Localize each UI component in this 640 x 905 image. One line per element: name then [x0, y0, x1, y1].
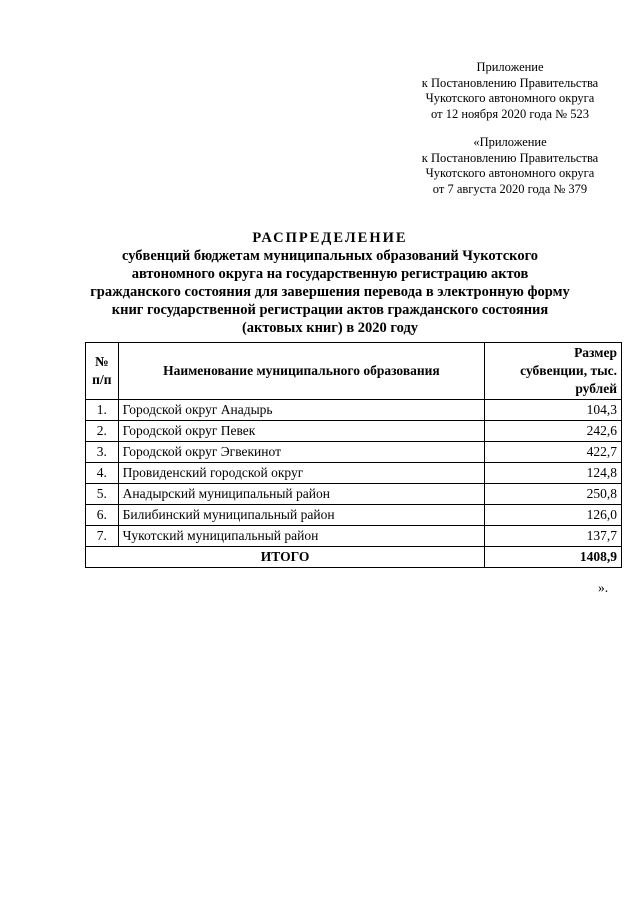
appendix-line: Чукотского автономного округа [425, 91, 595, 105]
header-amount-line: рублей [575, 381, 617, 396]
table-row [86, 421, 622, 442]
row-amount: 104,3 [485, 400, 622, 421]
header-number-sign: № [95, 354, 109, 369]
row-number: 6. [86, 505, 119, 526]
title-line: (актовых книг) в 2020 году [241, 320, 419, 336]
row-amount: 137,7 [485, 526, 622, 547]
header-municipality: Наименование муниципального образования [118, 343, 485, 400]
appendix-reference-previous [380, 135, 640, 197]
appendix-line: Приложение [476, 60, 544, 74]
table-total-row [86, 547, 622, 568]
row-amount: 250,8 [485, 484, 622, 505]
table-row [86, 484, 622, 505]
row-number: 1. [86, 400, 119, 421]
row-number: 2. [86, 421, 119, 442]
row-amount: 124,8 [485, 463, 622, 484]
row-number: 3. [86, 442, 119, 463]
appendix-line: к Постановлению Правительства [421, 75, 599, 90]
header-amount [485, 343, 622, 400]
title-line: книг государственной регистрации актов гражданского состояния [111, 302, 549, 318]
header-amount-line: субвенции, тыс. [520, 363, 617, 378]
row-amount: 126,0 [485, 505, 622, 526]
row-number: 7. [86, 526, 119, 547]
row-number: 5. [86, 484, 119, 505]
row-number: 4. [86, 463, 119, 484]
title-line: гражданского состояния для завершения перевода в электронную форму [90, 284, 570, 300]
row-municipality: Провиденский городской округ [118, 463, 485, 484]
total-label: ИТОГО [86, 547, 485, 568]
appendix-date-line: от 12 ноября 2020 года № 523 [431, 106, 589, 121]
row-municipality: Городской округ Эгвекинот [118, 442, 485, 463]
title-line: субвенций бюджетам муниципальных образований Чукотского [121, 248, 539, 264]
table-row [86, 400, 622, 421]
total-amount: 1408,9 [485, 547, 622, 568]
row-municipality: Билибинский муниципальный район [118, 505, 485, 526]
document-title [60, 229, 600, 337]
appendix-line: «Приложение [473, 135, 547, 149]
table-row [86, 463, 622, 484]
title-line: автономного округа на государственную регистрацию актов [131, 266, 529, 282]
appendix-line: Чукотского автономного округа [425, 166, 595, 180]
header-number [86, 343, 119, 400]
row-municipality: Городской округ Певек [118, 421, 485, 442]
row-amount: 422,7 [485, 442, 622, 463]
row-municipality: Городской округ Анадырь [118, 400, 485, 421]
table-header-row [86, 343, 622, 400]
row-municipality: Чукотский муниципальный район [118, 526, 485, 547]
table-row [86, 526, 622, 547]
appendix-date-line: от 7 августа 2020 года № 379 [432, 181, 588, 196]
table-row [86, 505, 622, 526]
subvention-table [85, 342, 622, 568]
title-heading: РАСПРЕДЕЛЕНИЕ [252, 230, 408, 246]
closing-quote-mark: ». [598, 580, 609, 595]
appendix-reference-current [380, 60, 640, 122]
header-number-pp: п/п [92, 372, 112, 387]
row-municipality: Анадырский муниципальный район [118, 484, 485, 505]
row-amount: 242,6 [485, 421, 622, 442]
header-amount-line: Размер [574, 345, 617, 360]
appendix-line: к Постановлению Правительства [421, 150, 599, 165]
table-row [86, 442, 622, 463]
